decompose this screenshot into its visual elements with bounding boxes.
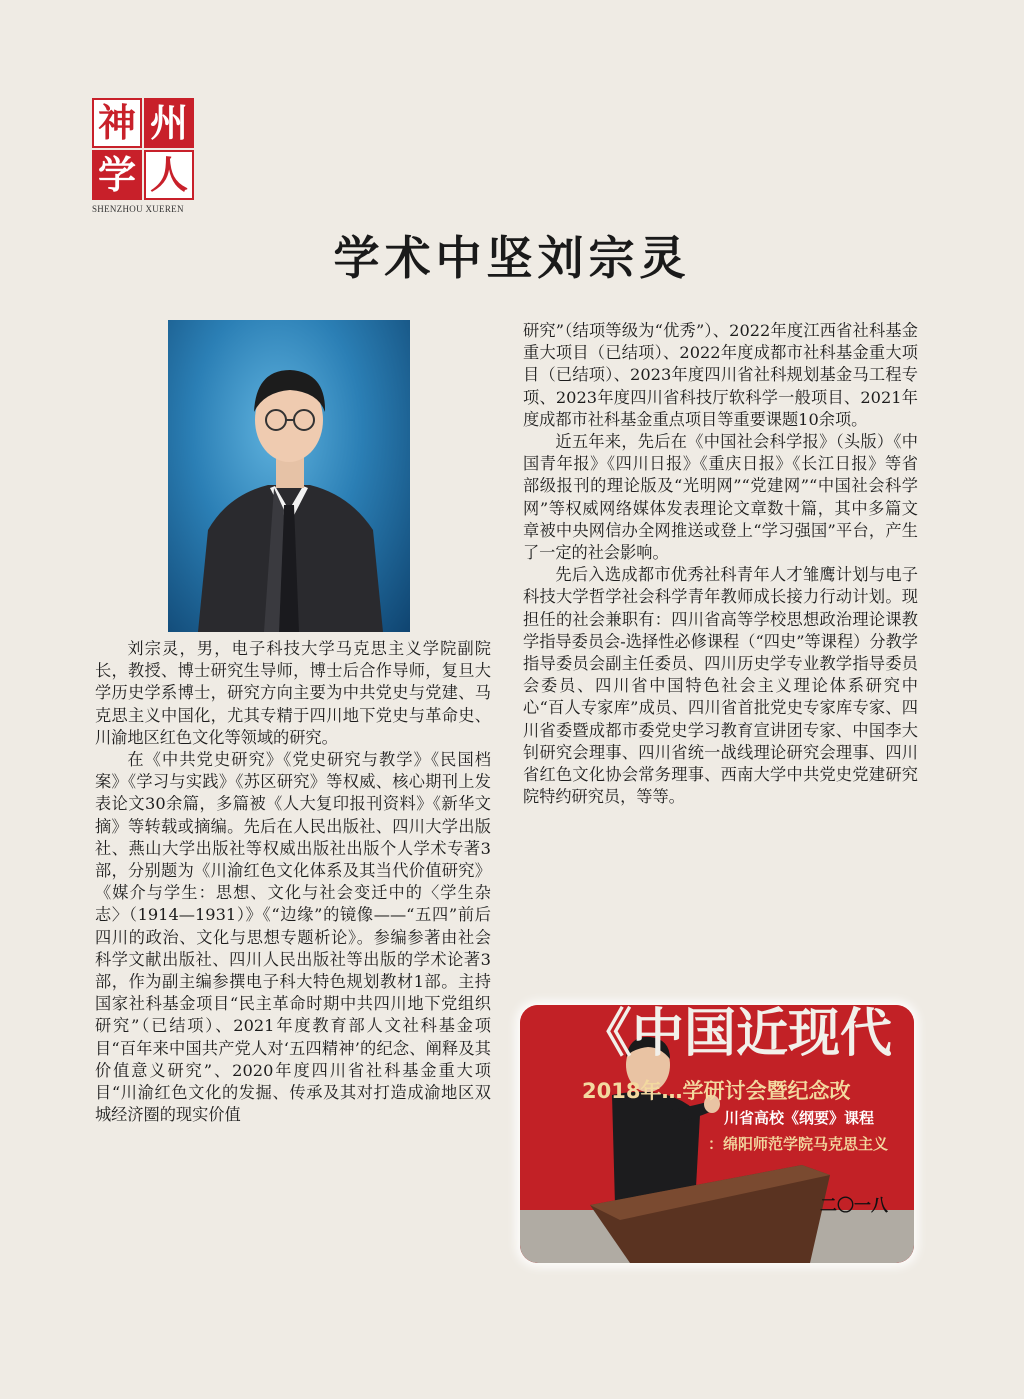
logo-char: 学 — [92, 150, 142, 200]
lecture-photo — [520, 1005, 914, 1263]
banner-subtitle-text: 2018年…学研讨会暨纪念改 — [582, 1079, 851, 1103]
portrait-photo — [168, 320, 410, 632]
banner-title-text: 《中国近现代 — [580, 1005, 893, 1064]
banner-date-text: 二〇一八 — [820, 1196, 888, 1216]
page-title: 学术中坚刘宗灵 — [333, 231, 691, 285]
right-text-column — [523, 320, 918, 808]
logo-char: 人 — [144, 150, 194, 200]
logo-grid — [92, 98, 194, 200]
logo-subtitle: SHENZHOU XUEREN — [92, 204, 184, 214]
banner-course-text: 川省高校《纲要》课程 — [724, 1109, 875, 1127]
logo-char: 州 — [144, 98, 194, 148]
positions-paragraph: 先后入选成都市优秀社科青年人才雏鹰计划与电子科技大学哲学社会科学青年教师成长接力行动计划。现担任的社会兼职有：四川省高等学校思想政治理论课教学指导委员会-选择性必修课程（“四史”等课程）分教学指导委员会副主任委员、四川历史学专业教学指导委员会委员、四川省中国特色社会主义理论体系研究中心“百人专家库”成员、四川省首批党史专家库专家、四川省委暨成都市委党史学习教育宣讲团专家、中国李大钊研究会理事、四川省统一战线理论研究会理事、四川省红色文化协会常务理事、西南大学中共党史党建研究院特约研究员，等等。 — [523, 565, 918, 807]
research-paragraph: 在《中共党史研究》《党史研究与教学》《民国档案》《学习与实践》《苏区研究》等权威、核心期刊上发表论文30余篇，多篇被《人大复印报刊资料》《新华文摘》等转载或摘编。先后在人民出版社、四川大学出版社、燕山大学出版社等权威出版社出版个人学术专著3部，分别题为《川渝红色文化体系及其当代价值研究》《媒介与学生：思想、文化与社会变迁中的〈学生杂志〉（1914—1931）》《“边缘”的镜像——“五四”前后四川的政治、文化与思想专题析论》。参编参著由社会科学文献出版社、四川人民出版社等出版的学术论著3部，作为副主编参撰电子科大特色规划教材1部。主持国家社科基金项目“民主革命时期中共四川地下党组织研究”（已结项）、2021年度教育部人文社科基金项目“百年来中国共产党人对‘五四精神’的纪念、阐释及其价值意义研究”、2020年度四川省社科基金重大项目“川渝红色文化的发掘、传承及其对打造成渝地区双城经济圈的现实价值 — [95, 750, 491, 1125]
left-text-column — [95, 638, 491, 1126]
bio-paragraph: 刘宗灵，男，电子科技大学马克思主义学院副院长，教授、博士研究生导师，博士后合作导师，复旦大学历史学系博士，研究方向主要为中共党史与党建、马克思主义中国化，尤其专精于四川地下党史与革命史、川渝地区红色文化等领域的研究。 — [95, 639, 491, 747]
magazine-logo — [92, 98, 194, 214]
logo-char: 神 — [92, 98, 142, 148]
banner-host-text: ：绵阳师范学院马克思主义 — [708, 1135, 889, 1153]
media-paragraph: 近五年来，先后在《中国社会科学报》（头版）《中国青年报》《四川日报》《重庆日报》《长江日报》等省部级报刊的理论版及“光明网”“党建网”“中国社会科学网”等权威网络媒体发表理论文章数十篇，其中多篇文章被中央网信办全网推送或登上“学习强国”平台，产生了一定的社会影响。 — [523, 432, 918, 563]
continued-paragraph: 研究”（结项等级为“优秀”）、2022年度江西省社科基金重大项目（已结项）、2022年度成都市社科基金重大项目（已结项）、2023年度四川省社科规划基金马工程专项、2023年度四川省科技厅软科学一般项目、2021年度成都市社科基金重点项目等重要课题10余项。 — [523, 321, 918, 429]
